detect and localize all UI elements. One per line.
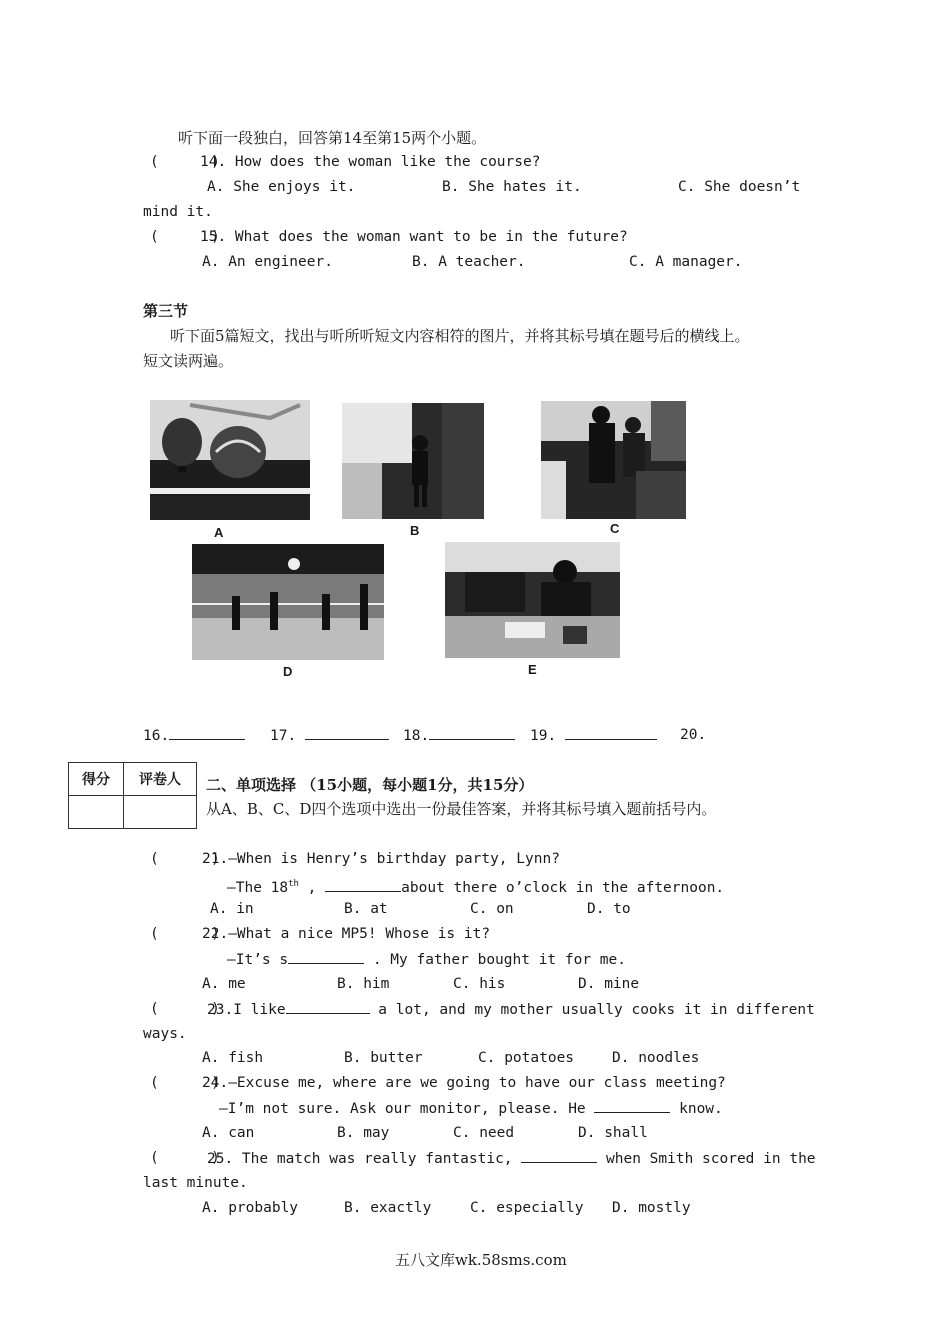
question-23-stem: 23.I like a lot, and my mother usually cooks it in different [207, 999, 815, 1020]
picture-label: D [283, 664, 293, 679]
part-intro: 从A、B、C、D四个选项中选出一份最佳答案，并将其标号填入题前括号内。 [206, 800, 717, 818]
hot-air-balloons-photo [150, 400, 310, 520]
option-c: C. on [470, 901, 514, 917]
option-b: B. may [337, 1125, 390, 1141]
option-a: A. probably [202, 1200, 299, 1216]
grader-cell[interactable] [124, 796, 197, 829]
answer-line-16: 16. [143, 725, 245, 746]
option-c: C. potatoes [478, 1050, 575, 1066]
answer-paren: ( ) [150, 229, 220, 245]
question-21-stem: 21.—When is Henry’s birthday party, Lynn? [202, 851, 560, 867]
grader-header: 评卷人 [124, 763, 197, 796]
question-15-stem: 15. What does the woman want to be in the future? [200, 229, 628, 245]
option-c: C. especially [470, 1200, 584, 1216]
beach-volleyball-photo [192, 544, 384, 660]
option-d: D. to [587, 901, 631, 917]
page-footer: 五八文库wk.58sms.com [395, 1251, 567, 1269]
option-d: D. mostly [612, 1200, 691, 1216]
score-header: 得分 [69, 763, 124, 796]
answer-paren: ( ) [150, 154, 220, 170]
answer-line-19: 19. [530, 725, 657, 746]
score-table [68, 762, 197, 829]
section-intro-continued: 短文读两遍。 [143, 352, 234, 370]
question-24-line2: —I’m not sure. Ask our monitor, please. He know. [219, 1098, 723, 1119]
option-b: B. exactly [344, 1200, 432, 1216]
option-c-continued: mind it. [143, 204, 213, 220]
answer-line-18: 18. [403, 725, 515, 746]
option-b: B. butter [344, 1050, 423, 1066]
section-title: 第三节 [143, 302, 189, 320]
option-c: C. A manager. [629, 254, 743, 270]
answer-paren: ( ) [150, 1150, 220, 1166]
person-working-desk-photo [445, 542, 620, 658]
option-d: D. shall [578, 1125, 648, 1141]
option-a: A. An engineer. [202, 254, 333, 270]
question-22-line2: —It’s s . My father bought it for me. [227, 949, 626, 970]
option-c: C. his [453, 976, 506, 992]
question-24-stem: 24.—Excuse me, where are we going to have our class meeting? [202, 1075, 726, 1091]
question-14-stem: 14. How does the woman like the course? [200, 154, 541, 170]
picture-label: B [410, 523, 420, 538]
answer-line-17: 17. [270, 725, 389, 746]
option-a: A. in [210, 901, 254, 917]
option-d: D. noodles [612, 1050, 700, 1066]
picture-label: E [528, 662, 537, 677]
question-22-stem: 22.—What a nice MP5! Whose is it? [202, 926, 491, 942]
option-b: B. him [337, 976, 390, 992]
option-a: A. can [202, 1125, 255, 1141]
question-21-line2: —The 18th , about there o’clock in the afternoon. [227, 874, 724, 898]
picture-label: A [214, 525, 224, 540]
picture-label: C [610, 521, 620, 536]
option-a: A. me [202, 976, 246, 992]
option-b: B. A teacher. [412, 254, 526, 270]
option-a: A. fish [202, 1050, 264, 1066]
option-b: B. She hates it. [442, 179, 582, 195]
answer-paren: ( ) [150, 926, 220, 942]
question-25-continued: last minute. [143, 1175, 248, 1191]
option-c: C. She doesn’t [678, 179, 801, 195]
option-c: C. need [453, 1125, 515, 1141]
person-walking-photo [342, 403, 484, 519]
section-intro: 听下面一段独白，回答第14至第15两个小题。 [178, 129, 487, 147]
question-25-stem: 25. The match was really fantastic, when Smith scored in the [207, 1148, 816, 1169]
question-23-continued: ways. [143, 1026, 187, 1042]
option-a: A. She enjoys it. [207, 179, 356, 195]
people-outdoors-photo [541, 401, 686, 519]
option-b: B. at [344, 901, 388, 917]
answer-paren: ( ) [150, 1075, 220, 1091]
part-title: 二、单项选择 （15小题，每小题1分，共15分） [206, 776, 534, 794]
answer-paren: ( ) [150, 1001, 220, 1017]
option-d: D. mine [578, 976, 640, 992]
score-cell[interactable] [69, 796, 124, 829]
answer-line-20: 20. [680, 727, 707, 743]
section-intro: 听下面5篇短文，找出与听所听短文内容相符的图片，并将其标号填在题号后的横线上。 [170, 327, 750, 345]
answer-paren: ( ) [150, 851, 220, 867]
